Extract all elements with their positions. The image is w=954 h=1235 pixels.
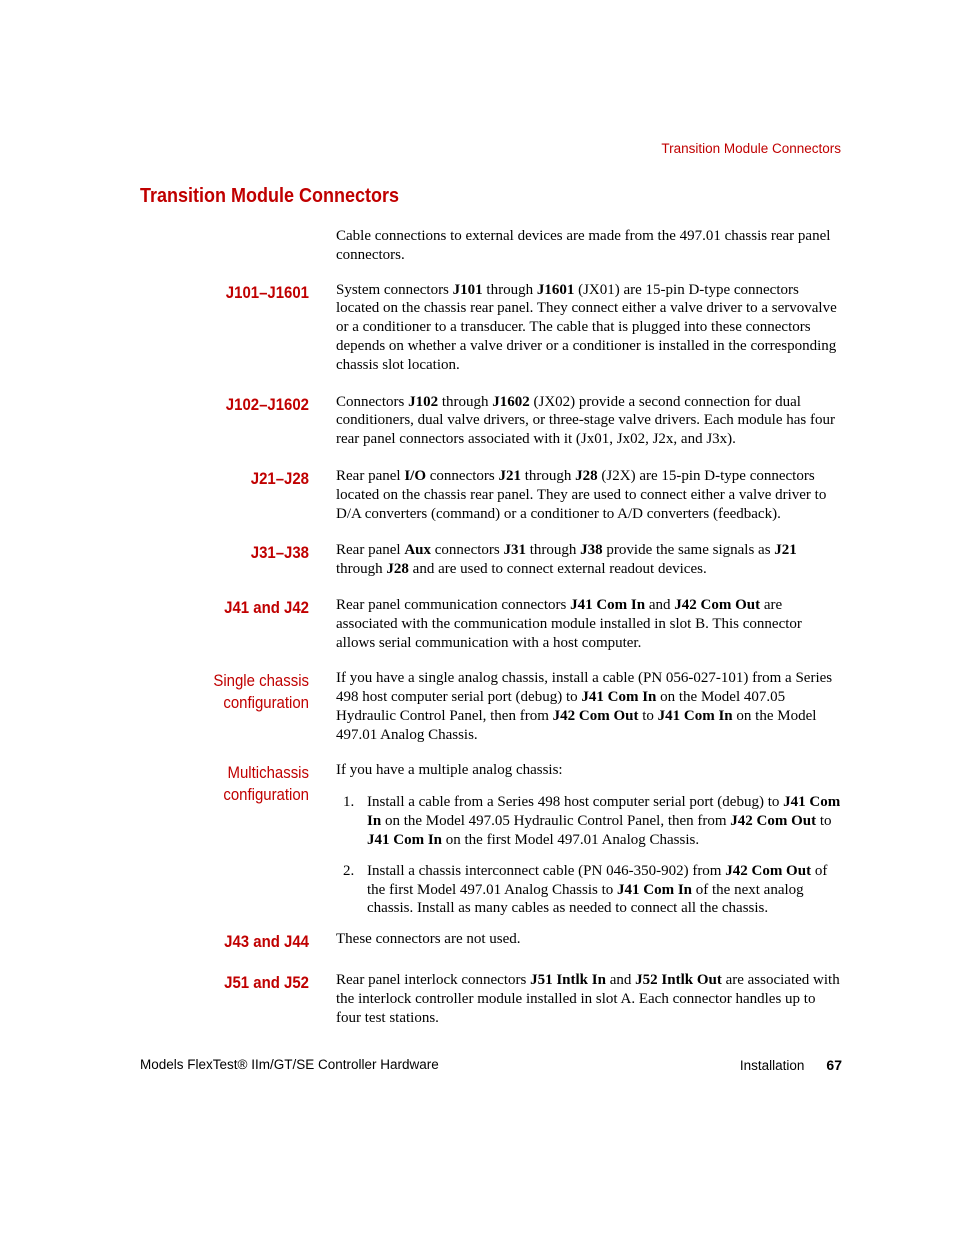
bold-term: J41 Com In [657,707,733,724]
bold-term: J41 Com In [581,689,657,706]
section-body [336,393,842,449]
text-run: If you have a single analog chassis, install a cable (PN 056-027-101) from a Series 498 host computer serial port (debug) to [336,670,833,706]
bold-term: J41 Com In [617,881,693,898]
connector-section [140,541,842,579]
bold-term: J41 Com In [570,596,646,613]
connector-section [140,971,842,1027]
text-run: Install a cable from a Series 498 host computer serial port (debug) to [367,794,784,811]
bold-term: J41 Com In [367,831,443,848]
bold-term: J21 [774,542,797,559]
section-paragraph [336,930,842,949]
step-number-cell [336,793,367,849]
text-run: connectors [426,467,499,484]
section-label: J21–J28 [250,468,309,488]
bold-term: J42 Com Out [725,862,812,879]
section-paragraph [336,971,842,1027]
text-run: Rear panel [336,467,405,484]
connector-section [140,281,842,375]
section-paragraph [336,467,842,523]
bold-term: J28 [386,561,409,578]
footer-right [740,1057,842,1073]
connector-section [140,596,842,652]
step-text [367,793,842,849]
bold-term: Aux [404,542,431,559]
text-run: (J2X) are 15-pin D-type connectors located on the chassis rear panel. They are used to connect either a valve driver to D/A converters (command) or a conditioner to A/D converters (feedback). [336,467,827,522]
section-body [336,971,842,1027]
connector-section [140,761,842,919]
step-number: 1. [343,794,355,811]
connector-section [140,467,842,523]
section-body [336,541,842,579]
section-paragraph [336,669,842,744]
text-run: Rear panel communication connectors [336,596,571,613]
bold-term: J41 Com In [367,794,841,830]
text-run: on the Model 497.05 Hydraulic Control Panel, then from [381,813,731,830]
section-label: J41 and J42 [224,597,309,617]
section-title: Transition Module Connectors [140,185,400,207]
section-label: Single chassis configuration [213,671,309,713]
section-label: J51 and J52 [224,973,309,993]
page-number: 67 [826,1057,842,1073]
step-item [336,793,842,849]
text-run: (JX02) provide a second connection for dual conditioners, dual valve drivers, or three-stage valve drivers. Each module has four rear panel connectors associated with it (Jx01, Jx02, J2x, and J3x). [336,393,835,448]
bold-term: J1601 [536,281,575,298]
text-run: of the next analog chassis. Install as many cables as needed to connect all the chassis. [367,881,804,917]
intro-paragraph: Cable connections to external devices are made from the 497.01 chassis rear panel connectors. [336,228,831,263]
connector-section [140,669,842,744]
text-run: and [645,596,675,613]
running-head: Transition Module Connectors [661,141,841,156]
text-run: and [605,972,636,989]
section-body [336,930,842,953]
text-run: connectors [431,542,504,559]
step-text [367,862,842,918]
text-run: Rear panel interlock connectors [336,972,531,989]
connector-sections [140,281,842,1028]
text-run: System connectors [336,281,453,298]
intro-label-spacer [160,227,309,265]
text-run: through [520,467,576,484]
section-body [336,761,842,919]
text-run: These connectors are not used. [336,931,521,948]
section-paragraph [336,541,842,579]
text-run: of the first Model 497.01 Analog Chassis to [367,862,828,898]
text-run: to [638,707,658,724]
text-run: (JX01) are 15-pin D-type connectors located on the chassis rear panel. They connect either a valve driver to a servovalve or a conditioner to a transducer. The cable that is plugged into these connectors depends on whether a valve driver or a conditioner is installed in the corresponding chassis slot location. [336,281,837,373]
bold-term: J51 Intlk In [530,972,606,989]
bold-term: J101 [452,281,483,298]
bold-term: J1602 [492,393,530,410]
connector-section [140,930,842,953]
bold-term: I/O [404,467,426,484]
step-number: 2. [343,862,355,879]
text-run: are associated with the communication module installed in slot B. This connector allows serial communication with a host computer. [336,596,802,651]
intro-row [140,227,842,265]
step-item [336,862,842,918]
bold-term: J42 Com Out [552,707,639,724]
bold-term: J42 Com Out [674,596,761,613]
section-body [336,281,842,375]
section-body [336,467,842,523]
bold-term: J102 [408,393,439,410]
text-run: If you have a multiple analog chassis: [336,761,563,778]
text-run: Connectors [336,393,409,410]
steps-list [336,793,842,918]
text-run: and are used to connect external readout devices. [408,561,707,578]
section-label: J43 and J44 [224,932,309,952]
text-run: through [482,281,537,298]
footer-title: Models FlexTest® IIm/GT/SE Controller Hardware [140,1057,439,1072]
connector-section [140,393,842,449]
text-run: to [816,813,832,830]
section-label: J102–J1602 [225,394,309,414]
bold-term: J38 [580,542,603,559]
content [140,227,842,1028]
section-label: J101–J1601 [225,282,309,302]
footer-chapter: Installation [739,1058,805,1073]
text-run: through [336,561,387,578]
section-paragraph [336,761,842,780]
text-run: Install a chassis interconnect cable (PN 046-350-902) from [367,862,726,879]
bold-term: J52 Intlk Out [635,972,722,989]
step-number-cell [336,862,367,918]
section-paragraph [336,393,842,449]
text-run: through [525,542,581,559]
section-label: Multichassis configuration [223,762,309,804]
section-paragraph [336,281,842,375]
text-run: on the first Model 497.01 Analog Chassis. [442,831,700,848]
text-run: are associated with the interlock controller module installed in slot A. Each connector handles up to four test stations. [336,972,840,1026]
text-run: on the Model 497.01 Analog Chassis. [336,707,817,743]
text-run: provide the same signals as [602,542,775,559]
bold-term: J31 [503,542,526,559]
intro-body [336,227,842,265]
section-body [336,669,842,744]
section-body [336,596,842,652]
bold-term: J21 [498,467,521,484]
text-run: Rear panel [336,542,405,559]
text-run: on the Model 407.05 Hydraulic Control Panel, then from [336,689,786,724]
text-run: through [438,393,493,410]
bold-term: J28 [575,467,598,484]
section-label: J31–J38 [250,543,309,563]
section-paragraph [336,596,842,652]
bold-term: J42 Com Out [730,813,817,830]
